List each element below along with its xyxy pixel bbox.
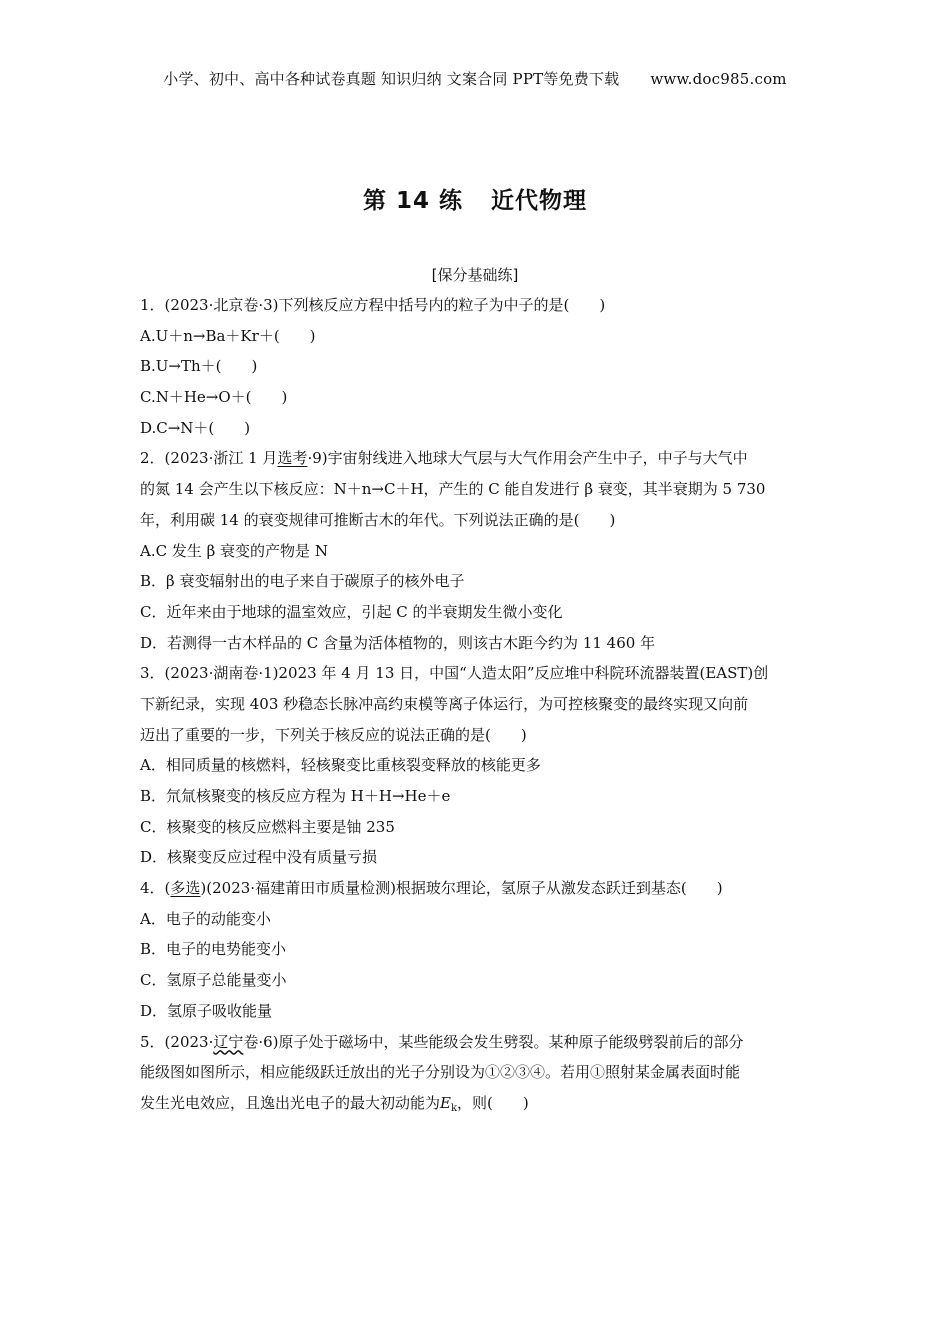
q4-stem-post: )(2023·福建莆田市质量检测)根据玻尔理论，氢原子从激发态跃迁到基态( ) xyxy=(200,879,723,898)
q5-stem-line2: 能级图如图所示，相应能级跃迁放出的光子分别设为①②③④。若用①照射某金属表面时能 xyxy=(140,1063,741,1082)
q1-stem: 1．(2023·北京卷·3)下列核反应方程中括号内的粒子为中子的是( ) xyxy=(140,296,606,314)
title-part2: 近代物理 xyxy=(491,188,588,214)
q5-energy-sub: k xyxy=(450,1102,458,1114)
q5-stem-line1 xyxy=(140,1027,812,1058)
q5-stem-line1-pre: 5．(2023· xyxy=(140,1032,214,1051)
q4-stem xyxy=(140,873,812,904)
q4-option-c: C．氢原子总能量变小 xyxy=(140,971,287,990)
q3-option-b: B．氘氚核聚变的核反应方程为 H＋H→He＋e xyxy=(140,787,451,805)
q3-option-c: C．核聚变的核反应燃料主要是铀 235 xyxy=(140,817,395,836)
section-heading: [保分基础练] xyxy=(431,266,519,284)
q5-tag: 辽宁 xyxy=(213,1032,244,1051)
q3-stem-line2: 下新纪录，实现 403 秒稳态长脉冲高约束模等离子体运行，为可控核聚变的最终实现又向前 xyxy=(140,694,749,713)
q2-stem-line2: 的氮 14 会产生以下核反应：N＋n→C＋H，产生的 C 能自发进行 β 衰变，其半衰期为 5 730 xyxy=(140,480,766,499)
q1-option-b: B.U→Th＋( ) xyxy=(140,357,258,376)
q4-tag: 多选 xyxy=(170,879,201,898)
header-site[interactable]: www.doc985.com xyxy=(650,70,787,88)
q4-stem-pre: 4．( xyxy=(140,879,171,898)
q1-option-a: A.U＋n→Ba＋Kr＋( ) xyxy=(140,326,316,345)
q1-option-c: C.N＋He→O＋( ) xyxy=(140,388,288,407)
q1-option-d: D.C→N＋( ) xyxy=(140,418,251,437)
q2-option-d: D．若测得一古木样品的 C 含量为活体植物的，则该古木距今约为 11 460 年 xyxy=(140,633,656,652)
q4-option-b: B．电子的电势能变小 xyxy=(140,940,287,959)
q2-option-a: A.C 发生 β 衰变的产物是 N xyxy=(140,541,328,560)
q4-option-d: D．氢原子吸收能量 xyxy=(140,1001,273,1020)
q3-stem-line3: 迈出了重要的一步，下列关于核反应的说法正确的是( ) xyxy=(140,725,527,744)
page-title xyxy=(0,182,950,215)
q5-stem-line1-post: 卷·6)原子处于磁场中，某些能级会发生劈裂。某种原子能级劈裂前后的部分 xyxy=(243,1032,744,1051)
q3-option-a: A．相同质量的核燃料，轻核聚变比重核裂变释放的核能更多 xyxy=(140,756,541,775)
q5-energy-var: E xyxy=(440,1093,451,1112)
q4-option-a: A．电子的动能变小 xyxy=(140,909,271,928)
q5-stem-line3-post: ，则( ) xyxy=(457,1093,529,1112)
q3-stem-line1: 3．(2023·湖南卷·1)2023 年 4 月 13 日，中国“人造太阳”反应堆中科院环流器装置(EAST)创 xyxy=(140,664,769,683)
q3-option-d: D．核聚变反应过程中没有质量亏损 xyxy=(140,848,378,867)
header-text: 小学、初中、高中各种试卷真题 知识归纳 文案合同 PPT等免费下载 xyxy=(163,70,620,88)
q2-option-c: C．近年来由于地球的温室效应，引起 C 的半衰期发生微小变化 xyxy=(140,602,563,621)
q2-stem-line1 xyxy=(140,443,812,474)
q2-stem-line3: 年，利用碳 14 的衰变规律可推断古木的年代。下列说法正确的是( ) xyxy=(140,510,616,529)
title-part1: 第 14 练 xyxy=(362,188,464,214)
page-header xyxy=(0,68,950,89)
q2-tag: 选考 xyxy=(277,449,308,468)
question-list xyxy=(140,290,812,1119)
q2-stem-line1-pre: 2．(2023·浙江 1 月 xyxy=(140,449,278,468)
q5-stem-line3 xyxy=(140,1088,812,1119)
q5-stem-line3-pre: 发生光电效应，且逸出光电子的最大初动能为 xyxy=(140,1093,441,1112)
q2-stem-line1-post: ·9)宇宙射线进入地球大气层与大气作用会产生中子，中子与大气中 xyxy=(307,449,748,468)
q2-option-b: B．β 衰变辐射出的电子来自于碳原子的核外电子 xyxy=(140,572,465,591)
